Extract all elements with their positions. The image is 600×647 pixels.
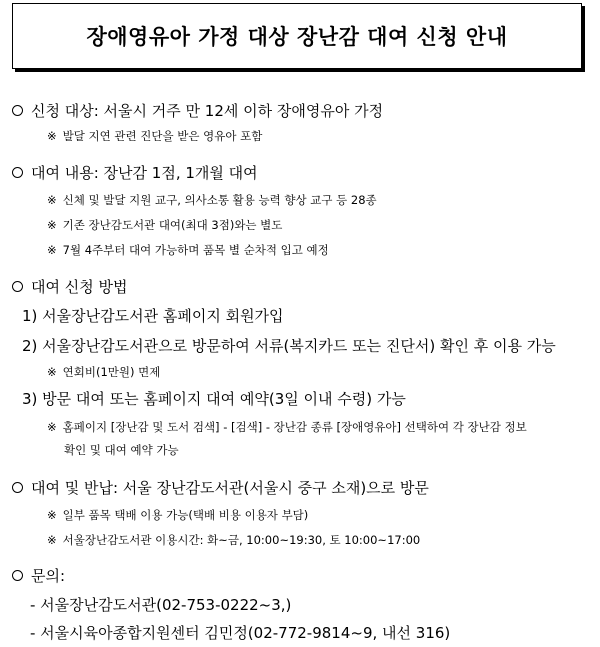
page-title: 장애영유아 가정 대상 장난감 대여 신청 안내 bbox=[86, 25, 508, 49]
note-mark: ※ bbox=[47, 129, 57, 143]
method-step-2: 2) 서울장난감도서관으로 방문하여 서류(복지카드 또는 진단서) 확인 후 이용 가능 bbox=[22, 337, 556, 355]
section-method-heading-text: 대여 신청 방법 bbox=[31, 278, 128, 296]
circle-bullet-icon bbox=[12, 281, 23, 292]
section-contact-heading-text: 문의: bbox=[31, 567, 66, 585]
note-text-continued: 확인 및 대여 예약 가능 bbox=[64, 443, 179, 457]
note-text: 기존 장난감도서관 대여(최대 3점)와는 별도 bbox=[62, 218, 283, 232]
circle-bullet-icon bbox=[12, 482, 23, 493]
note-text: 발달 지연 관련 진단을 받은 영유아 포함 bbox=[62, 129, 263, 143]
section-target-heading-text: 신청 대상: 서울시 거주 만 12세 이하 장애영유아 가정 bbox=[31, 102, 384, 120]
note-mark: ※ bbox=[47, 243, 57, 257]
note-mark: ※ bbox=[47, 508, 57, 522]
contact-item: - 서울시육아종합지원센터 김민정(02-772-9814~9, 내선 316) bbox=[30, 624, 451, 642]
note-mark: ※ bbox=[47, 533, 57, 547]
note-mark: ※ bbox=[47, 420, 57, 434]
circle-bullet-icon bbox=[12, 570, 23, 581]
title-box bbox=[12, 3, 582, 69]
section-method-heading bbox=[12, 276, 127, 297]
method-step-1: 1) 서울장난감도서관 홈페이지 회원가입 bbox=[22, 307, 284, 325]
note-item bbox=[47, 507, 308, 523]
note-item bbox=[47, 364, 160, 380]
contact-item: - 서울장난감도서관(02-753-0222~3,) bbox=[30, 596, 292, 614]
note-text: 신체 및 발달 지원 교구, 의사소통 활용 능력 향상 교구 등 28종 bbox=[62, 193, 377, 207]
section-rental-heading-text: 대여 내용: 장난감 1점, 1개월 대여 bbox=[31, 164, 258, 182]
note-mark: ※ bbox=[47, 218, 57, 232]
note-text: 서울장난감도서관 이용시간: 화~금, 10:00~19:30, 토 10:00~17:00 bbox=[62, 533, 421, 547]
method-step-3: 3) 방문 대여 또는 홈페이지 대여 예약(3일 이내 수령) 가능 bbox=[22, 390, 406, 408]
circle-bullet-icon bbox=[12, 167, 23, 178]
note-text: 홈페이지 [장난감 및 도서 검색] - [검색] - 장난감 종류 [장애영유아] 선택하여 각 장난감 정보 bbox=[62, 420, 527, 434]
section-contact-heading bbox=[12, 565, 65, 586]
note-item bbox=[47, 217, 282, 233]
note-mark: ※ bbox=[47, 193, 57, 207]
note-mark: ※ bbox=[47, 365, 57, 379]
circle-bullet-icon bbox=[12, 105, 23, 116]
section-target-heading bbox=[12, 100, 383, 121]
note-text: 7월 4주부터 대여 가능하며 품목 별 순차적 입고 예정 bbox=[62, 243, 329, 257]
note-item bbox=[47, 242, 329, 258]
note-text: 연회비(1만원) 면제 bbox=[62, 365, 161, 379]
section-return-heading bbox=[12, 477, 429, 498]
section-rental-heading bbox=[12, 162, 258, 183]
note-item bbox=[47, 128, 262, 144]
section-return-heading-text: 대여 및 반납: 서울 장난감도서관(서울시 중구 소재)으로 방문 bbox=[31, 479, 429, 497]
note-text: 일부 품목 택배 이용 가능(택배 비용 이용자 부담) bbox=[62, 508, 309, 522]
note-item bbox=[47, 192, 377, 208]
note-item bbox=[47, 532, 420, 548]
note-item bbox=[47, 419, 527, 435]
